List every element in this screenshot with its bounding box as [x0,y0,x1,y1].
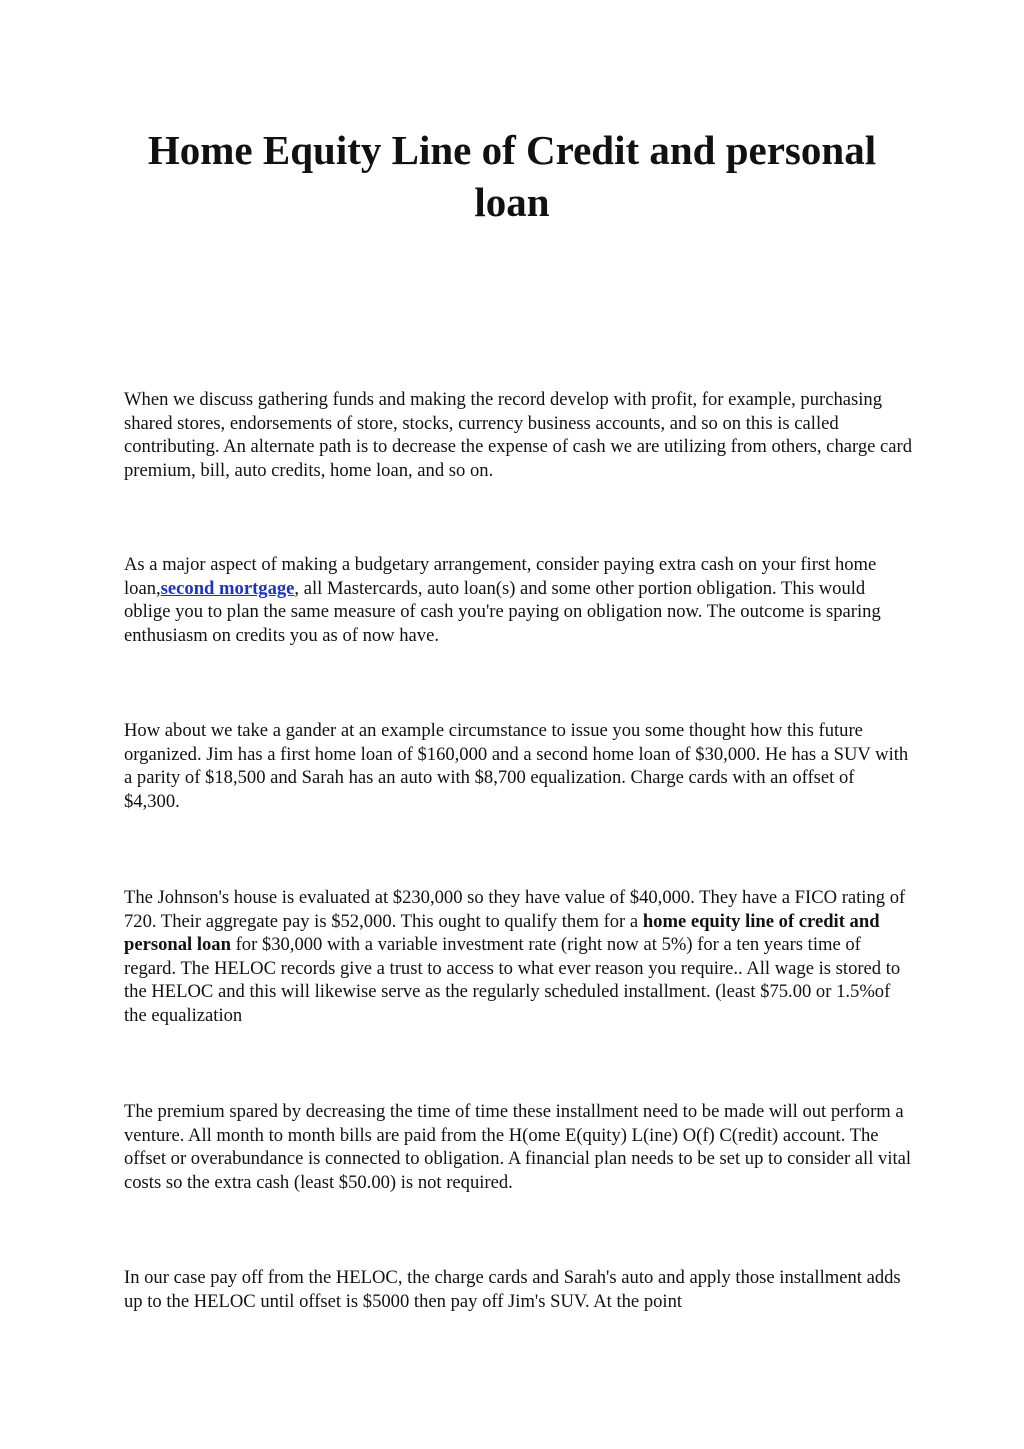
second-mortgage-link[interactable]: second mortgage [160,577,295,599]
paragraph-johnson-text-after: for $30,000 with a variable investment rate (right now at 5%) for a ten years time of regard. The HELOC records give a trust to access to what ever reason you require.. All wage is stored to the HELOC and this will likewise serve as the regularly scheduled installment. (least $75.00 or 1.5%of the equalization [124,934,901,1026]
paragraph-payoff: In our case pay off from the HELOC, the charge cards and Sarah's auto and apply those installment adds up to the HELOC until offset is $5000 then pay off Jim's SUV. At the point [124,1267,901,1312]
paragraph-budget-text-after: , all Mastercards, auto loan(s) and some other portion obligation. This would oblige you to plan the same measure of cash you're paying on obligation now. The outcome is sparing enthusiasm on credits you as of now have. [124,577,881,646]
paragraph-budget-text-before: As a major aspect of making a budgetary arrangement, consider paying extra cash on your first home loan, [124,554,877,599]
paragraph-johnson [124,886,914,1027]
heloc-bold-keyword: home equity line of credit and personal loan [124,910,880,955]
paragraph-example: How about we take a gander at an example circumstance to issue you some thought how this future organized. Jim has a first home loan of $160,000 and a second home loan of $30,000. He has a SUV with a parity of $18,500 and Sarah has an auto with $8,700 equalization. Charge cards with an offset of $4,300. [124,720,909,812]
page-title: Home Equity Line of Credit and personal loan [147,127,877,225]
paragraph-premium: The premium spared by decreasing the time of time these installment need to be made will out perform a venture. All month to month bills are paid from the H(ome E(quity) L(ine) O(f) C(redit) account. The offset or overabundance is connected to obligation. A financial plan needs to be set up to consider all vital costs so the extra cash (least $50.00) is not required. [124,1101,912,1193]
paragraph-johnson-text-before: The Johnson's house is evaluated at $230,000 so they have value of $40,000. They have a FICO rating of 720. Their aggregate pay is $52,000. This ought to qualify them for a [124,887,906,932]
paragraph-budget [124,553,914,647]
paragraph-intro: When we discuss gathering funds and making the record develop with profit, for example, purchasing shared stores, endorsements of store, stocks, currency business accounts, and so on this is called contributing. An alternate path is to decrease the expense of cash we are utilizing from others, charge card premium, bill, auto credits, home loan, and so on. [124,389,913,481]
